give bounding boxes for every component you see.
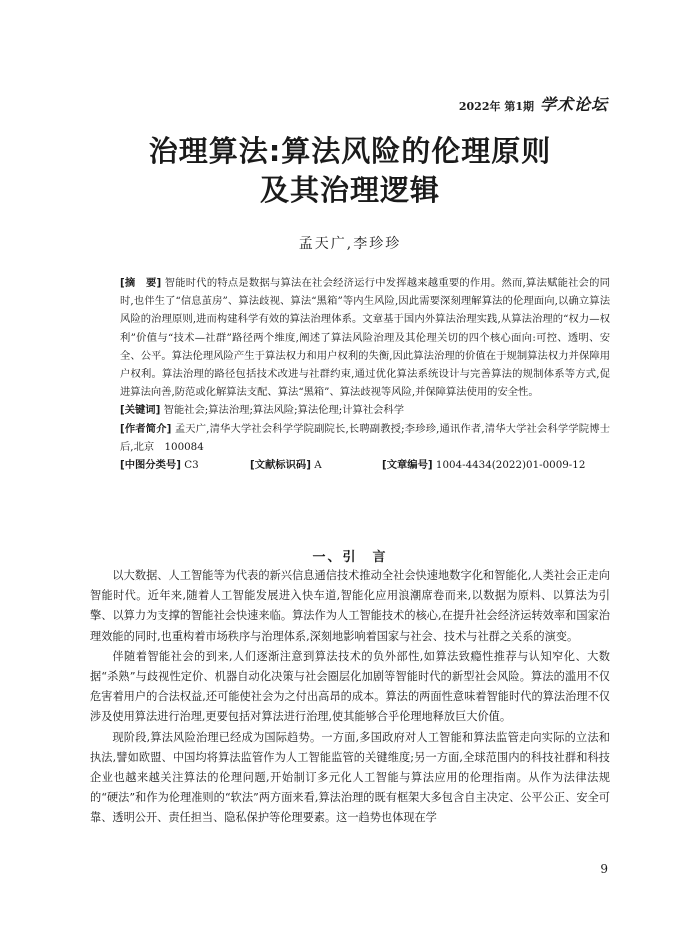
author-names: 孟天广,李珍珍 [298,236,402,252]
article-label: [文章编号] [382,459,433,472]
journal-name: 学术论坛 [539,95,608,114]
doc-label: [文献标识码] [250,459,311,472]
issue-label: 2022年 第1期 [458,100,534,113]
keywords [120,401,610,419]
abstract-text: 智能时代的特点是数据与算法在社会经济运行中发挥越来越重要的作用。然而,算法赋能社会的同时,也伴生了“信息茧房”、算法歧视、算法“黑箱”等内生风险,因此需要深刻理解算法的伦理面向,以确立算法风险的治理原则,进而构建科学有效的算法治理体系。文章基于国内外算法治理实践,从算法治理的“权力—权利”价值与“技术—社群”路径两个维度,阐述了算法风险治理及其伦理关切的四个核心面向:可控、透明、安全、公平。算法伦理风险产生于算法权力和用户权利的失衡,因此算法治理的价值在于规制算法权力并保障用户权利。算法治理的路径包括技术改进与社群约束,通过优化算法系统设计与完善算法的规制体系等方式,促进算法向善,防范或化解算法支配、算法“黑箱”、算法歧视等风险,并保障算法使用的安全性。 [120,277,610,399]
clc-code [120,456,250,474]
article-title [90,132,610,210]
document-code [250,456,382,474]
article-value: 1004-4434(2022)01-0009-12 [435,459,586,472]
title-line-2: 及其治理逻辑 [259,173,440,207]
clc-value: C3 [184,459,199,472]
title-line-1: 治理算法:算法风险的伦理原则 [148,134,552,168]
paragraph: 现阶段,算法风险治理已经成为国际趋势。一方面,多国政府对人工智能和算法监管走向实际的立法和执法,譬如欧盟、中国均将算法监管作为人工智能监管的关键维度;另一方面,全球范围内的科技社群和科技企业也越来越关注算法的伦理问题,开始制订多元化人工智能与算法应用的伦理指南。从作为法律法规的“硬法”和作为伦理准则的“软法”两方面来看,算法治理的既有框架大多包含自主决定、公平公正、安全可靠、透明公开、责任担当、隐私保护等伦理要素。这一趋势也体现在学 [90,730,610,825]
paragraph: 以大数据、人工智能等为代表的新兴信息通信技术推动全社会快速地数字化和智能化,人类社会正走向智能时代。近年来,随着人工智能发展进入快车道,智能化应用浪潮席卷而来,以数据为原料、以算法为引擎、以算力为支撑的智能社会快速来临。算法作为人工智能技术的核心,在提升社会经济运转效率和国家治理效能的同时,也重构着市场秩序与治理体系,深刻地影响着国家与社会、技术与社群之关系的演变。 [90,569,610,643]
classification-row [120,456,620,474]
keywords-text: 智能社会;算法治理;算法风险;算法伦理;计算社会科学 [163,404,405,417]
page-number: 9 [600,862,608,876]
doc-value: A [314,459,322,472]
keywords-label: [关键词] [120,404,161,417]
author-bio-text: 孟天广,清华大学社会科学学院副院长,长聘副教授;李珍珍,通讯作者,清华大学社会科学学院博士后,北京 100084 [120,422,610,453]
abstract-block [120,274,610,474]
author-bio [120,420,610,456]
paragraph: 伴随着智能社会的到来,人们逐渐注意到算法技术的负外部性,如算法致瘾性推荐与认知窄化、大数据“杀熟”与歧视性定价、机器自动化决策与社会圈层化加剧等智能时代的新型社会风险。算法的滥用不仅危害着用户的合法权益,还可能使社会为之付出高昂的成本。算法的两面性意味着智能时代的算法治理不仅涉及使用算法进行治理,更要包括对算法进行治理,使其能够合乎伦理地释放巨大价值。 [90,649,610,724]
author-bio-label: [作者简介] [120,422,172,435]
journal-header [459,92,608,115]
abstract-label: [摘 要] [120,277,162,289]
section-heading: 一、引 言 [312,550,388,565]
abstract [120,274,610,401]
body-text [90,566,610,829]
article-number [382,456,585,474]
clc-label: [中图分类号] [120,459,181,472]
